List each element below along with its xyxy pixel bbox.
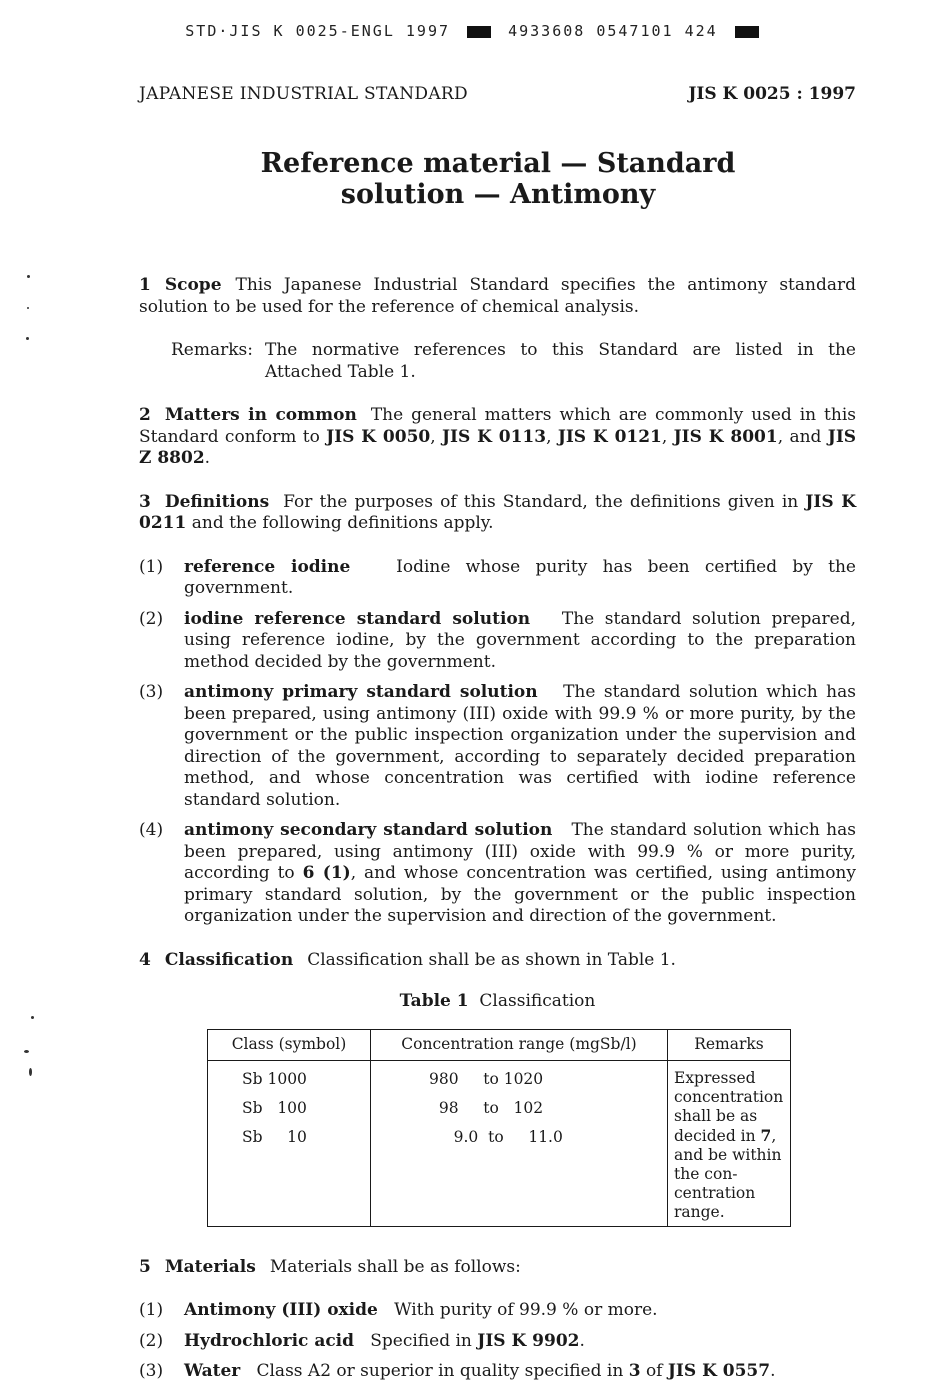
material-text: Class A2 or superior in quality specified in	[256, 1361, 629, 1381]
definition-text: Iodine whose purity has been certified by the government.	[184, 556, 856, 598]
section-text: This Japanese Industrial Standard specifies the antimony standard solution to be used for the reference of chemical analysis.	[139, 275, 856, 317]
section-title: Materials	[164, 1256, 256, 1277]
item-number: (2)	[139, 1330, 164, 1351]
concentration-range: 980 to 1020	[429, 1069, 544, 1088]
margin-dot	[27, 275, 30, 278]
class-symbol: Sb 10	[242, 1127, 307, 1146]
definition-term: iodine reference standard solution	[184, 608, 531, 629]
item-number: (1)	[139, 556, 164, 577]
table-title: Classification	[479, 991, 596, 1011]
title-line-1: Reference material — Standard	[260, 148, 736, 179]
definition-text: The standard solution prepared, using reference iodine, by the government according to the preparation method decided by the government.	[184, 608, 856, 672]
item-number: (1)	[139, 1300, 164, 1320]
section-title: Classification	[164, 949, 294, 970]
section-matters: 2 Matters in common The general matters which are commonly used in this Standard conform to JIS K 0050, JIS K 0113, JIS K 0121, JIS K 8001, and JIS Z 8802.	[139, 405, 857, 468]
column-header: Concentration range (mgSb/l)	[371, 1029, 668, 1060]
remarks	[139, 340, 856, 383]
section-title: Definitions	[164, 491, 270, 512]
remarks-text: The normative references to this Standard are listed in the Attached Table 1.	[265, 340, 856, 382]
concentration-range: 98 to 102	[429, 1098, 544, 1117]
material-item	[139, 1300, 856, 1322]
reference: 7	[760, 1125, 772, 1145]
title-line-2: solution — Antimony	[340, 179, 656, 210]
margin-dot	[31, 1016, 34, 1019]
definition-term: antimony secondary standard solution	[184, 820, 553, 840]
definition-item	[139, 609, 856, 674]
conjunction: and	[789, 426, 822, 447]
section-text: For the purposes of this Standard, the definitions given in	[283, 491, 806, 512]
class-symbol: Sb 1000	[242, 1069, 307, 1088]
section-number: 2	[139, 405, 151, 425]
black-block-mark	[467, 26, 491, 38]
document-code-line	[0, 22, 950, 40]
section-number: 3	[139, 491, 151, 512]
standard-header: JAPANESE INDUSTRIAL STANDARD	[139, 84, 468, 104]
column-header: Remarks	[668, 1029, 791, 1060]
reference: 6 (1)	[302, 863, 351, 883]
remark-text: , and be within the con-centration range.	[674, 1126, 782, 1221]
section-title: Matters in common	[164, 405, 357, 425]
definition-item	[139, 820, 856, 928]
section-number: 5	[139, 1256, 151, 1277]
section-text: The general matters which are commonly used in this Standard conform to	[139, 405, 857, 447]
material-item	[139, 1361, 856, 1383]
reference: 3	[628, 1361, 641, 1381]
definition-text: The standard solution which has been prepared, using antimony (III) oxide with 99.9 % or more purity, by the government or the public inspection organization under the supervision and direction of the government, according to separately decided preparation method, and whose concentration was certified with iodine reference standard solution.	[184, 682, 856, 810]
definition-item	[139, 682, 856, 811]
definition-term: antimony primary standard solution	[184, 682, 538, 702]
section-scope	[139, 275, 856, 318]
standard-number: JIS K 0025 : 1997	[688, 84, 856, 104]
item-number: (3)	[139, 1361, 164, 1381]
class-symbol: Sb 100	[242, 1098, 307, 1117]
material-text: of	[640, 1361, 668, 1381]
margin-dot	[24, 1050, 29, 1053]
table-caption	[139, 991, 856, 1013]
reference: JIS K 0113	[441, 426, 547, 447]
section-classification	[139, 950, 856, 972]
section-materials	[139, 1257, 856, 1279]
material-text: Specified in	[370, 1330, 478, 1351]
section-definitions	[139, 492, 856, 535]
margin-dot	[29, 1068, 32, 1076]
definition-text: The standard solution which has been prepared, using antimony (III) oxide with 99.9 % or more purity, according to	[184, 820, 856, 883]
material-text: .	[579, 1330, 585, 1351]
document-body	[139, 275, 856, 1383]
margin-dot	[27, 307, 29, 309]
item-number: (2)	[139, 608, 164, 629]
reference: JIS K 0211	[139, 491, 856, 533]
barcode-number: 4933608 0547101 424	[508, 22, 718, 40]
class-cell	[208, 1060, 371, 1226]
material-term: Antimony (III) oxide	[184, 1300, 378, 1320]
document-code: STD·JIS K 0025-ENGL 1997	[185, 22, 451, 40]
black-block-mark	[735, 26, 759, 38]
item-number: (3)	[139, 682, 164, 702]
reference: JIS K 0557	[667, 1361, 771, 1381]
material-text: .	[770, 1361, 776, 1381]
section-text: and the following definitions apply.	[186, 513, 494, 533]
concentration-range: 9.0 to 11.0	[429, 1127, 563, 1146]
column-header: Class (symbol)	[208, 1029, 371, 1060]
material-text: With purity of 99.9 % or more.	[394, 1300, 658, 1320]
remarks-label: Remarks:	[171, 340, 253, 360]
page-title	[0, 148, 950, 210]
section-text: Classification shall be as shown in Table 1.	[307, 949, 676, 970]
remark-text: Expressed concentration shall be as decided in	[674, 1068, 784, 1145]
reference: JIS K 8001	[673, 426, 778, 447]
reference: JIS K 9902	[477, 1330, 580, 1351]
table-header-row	[208, 1029, 791, 1060]
section-text: Materials shall be as follows:	[269, 1256, 521, 1277]
margin-dot	[26, 337, 29, 340]
definition-item	[139, 557, 856, 600]
remarks-cell	[668, 1060, 791, 1226]
table-row	[208, 1060, 791, 1226]
range-cell	[371, 1060, 668, 1226]
material-term: Water	[184, 1361, 241, 1381]
classification-table	[207, 1029, 791, 1227]
section-number: 4	[139, 949, 151, 970]
section-title: Scope	[164, 275, 222, 295]
definition-text: , and whose concentration was certified, using antimony primary standard solution, by the government or the public inspection organization under the supervision and direction of the government.	[184, 863, 856, 926]
reference: JIS K 0121	[557, 426, 662, 447]
material-term: Hydrochloric acid	[184, 1330, 355, 1351]
table-number: Table 1	[399, 991, 469, 1011]
reference: JIS K 0050	[326, 426, 431, 447]
section-number: 1	[139, 275, 151, 295]
definition-term: reference iodine	[184, 556, 351, 577]
reference: JIS Z 8802	[139, 426, 857, 468]
item-number: (4)	[139, 820, 164, 840]
material-item	[139, 1331, 856, 1353]
